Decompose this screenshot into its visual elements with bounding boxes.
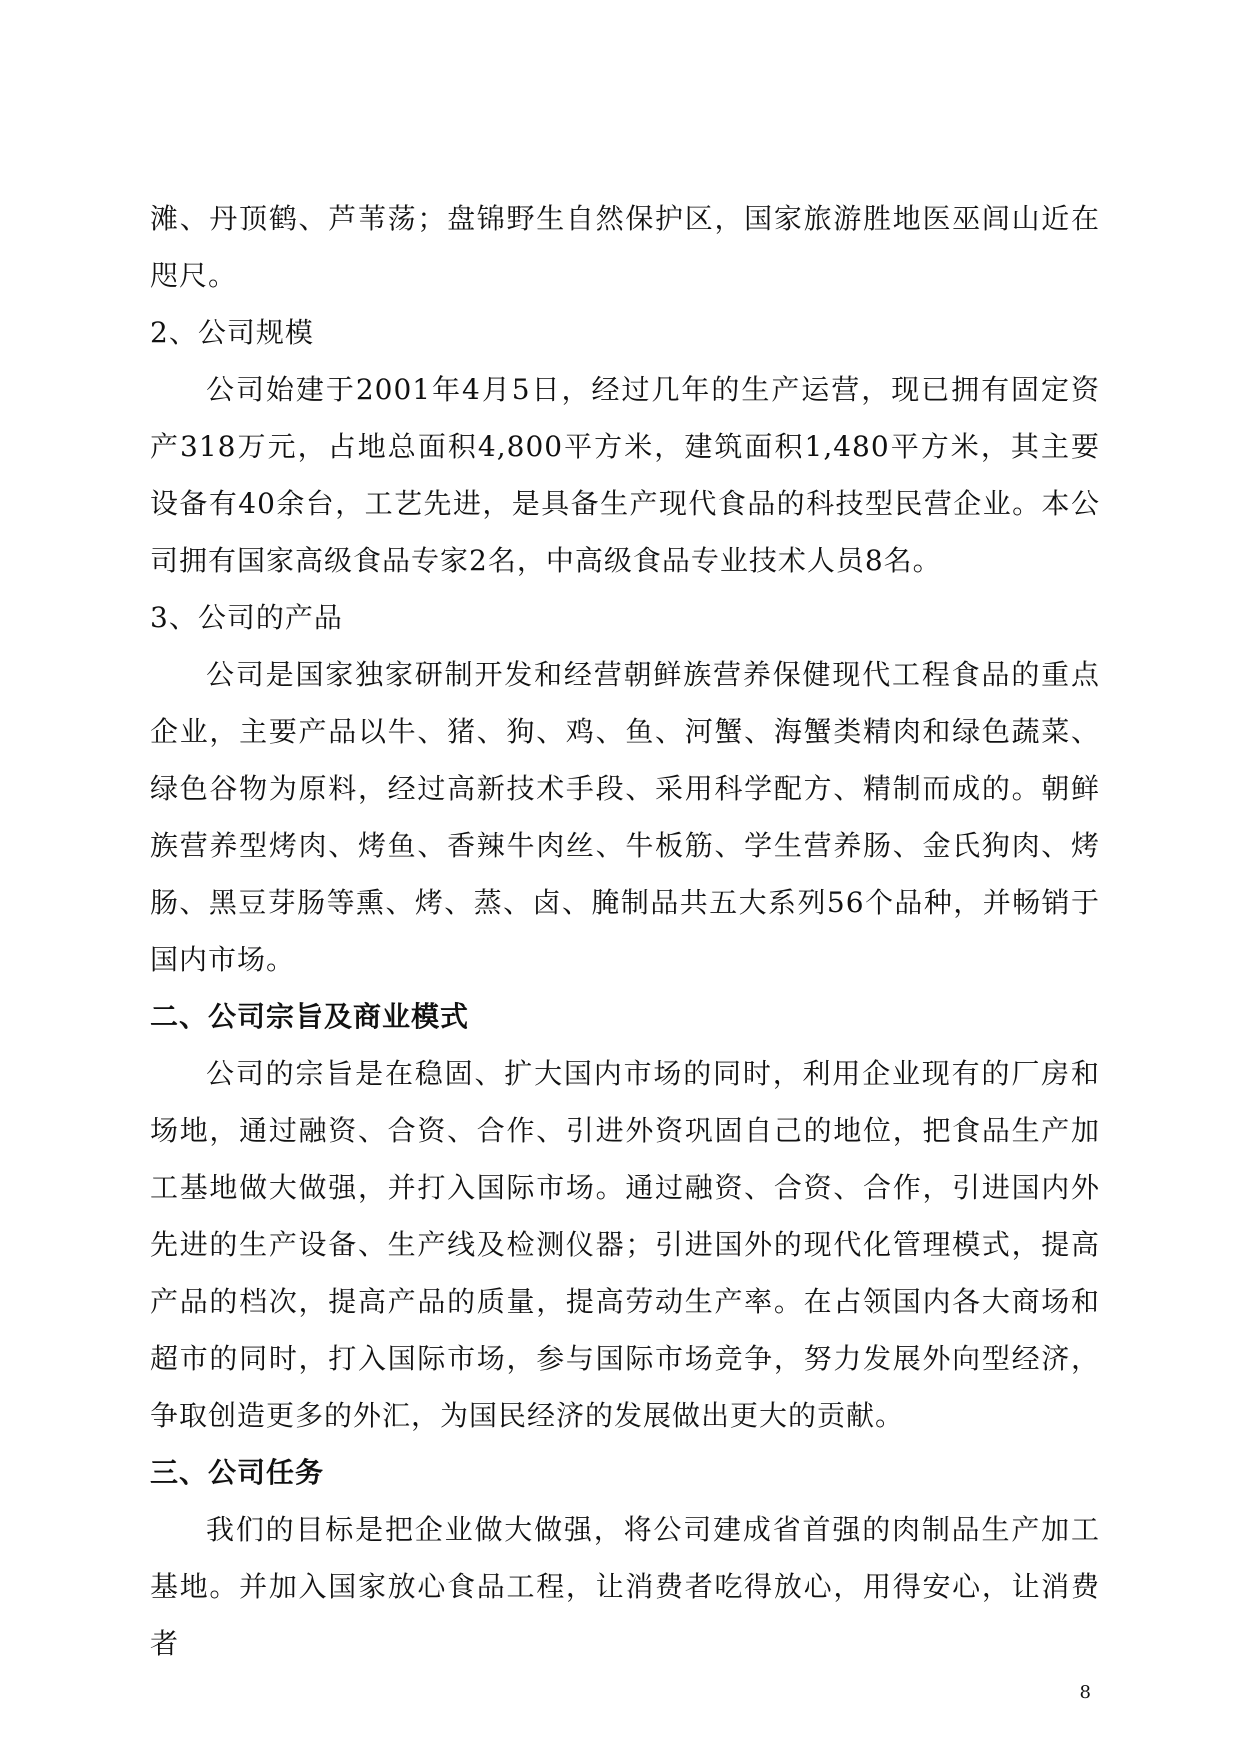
heading-company-task: 三、公司任务	[150, 1456, 325, 1489]
heading-company-scale: 2、公司规模	[150, 316, 314, 349]
heading-company-purpose: 二、公司宗旨及商业模式	[150, 1000, 470, 1033]
document-page	[150, 190, 1100, 1672]
paragraph-company-products: 公司是国家独家研制开发和经营朝鲜族营养保健现代工程食品的重点企业，主要产品以牛、猪、狗、鸡、鱼、河蟹、海蟹类精肉和绿色蔬菜、绿色谷物为原料，经过高新技术手段、采用科学配方、精制而成的。朝鲜族营养型烤肉、烤鱼、香辣牛肉丝、牛板筋、学生营养肠、金氏狗肉、烤肠、黑豆芽肠等熏、烤、蒸、卤、腌制品共五大系列56个品种，并畅销于国内市场。	[150, 658, 1100, 976]
paragraph-company-task: 我们的目标是把企业做大做强，将公司建成省首强的肉制品生产加工基地。并加入国家放心食品工程，让消费者吃得放心，用得安心，让消费者	[150, 1513, 1100, 1660]
paragraph-company-purpose: 公司的宗旨是在稳固、扩大国内市场的同时，利用企业现有的厂房和场地，通过融资、合资、合作、引进外资巩固自己的地位，把食品生产加工基地做大做强，并打入国际市场。通过融资、合资、合作，引进国内外先进的生产设备、生产线及检测仪器；引进国外的现代化管理模式，提高产品的档次，提高产品的质量，提高劳动生产率。在占领国内各大商场和超市的同时，打入国际市场，参与国际市场竞争，努力发展外向型经济，争取创造更多的外汇，为国民经济的发展做出更大的贡献。	[150, 1057, 1100, 1432]
page-number: 8	[1079, 1682, 1091, 1703]
heading-company-products: 3、公司的产品	[150, 601, 343, 634]
continuation-paragraph: 滩、丹顶鹤、芦苇荡；盘锦野生自然保护区，国家旅游胜地医巫闾山近在咫尺。	[150, 202, 1100, 292]
paragraph-company-scale: 公司始建于2001年4月5日，经过几年的生产运营，现已拥有固定资产318万元，占地总面积4,800平方米，建筑面积1,480平方米，其主要设备有40余台，工艺先进，是具备生产现代食品的科技型民营企业。本公司拥有国家高级食品专家2名，中高级食品专业技术人员8名。	[150, 373, 1100, 577]
